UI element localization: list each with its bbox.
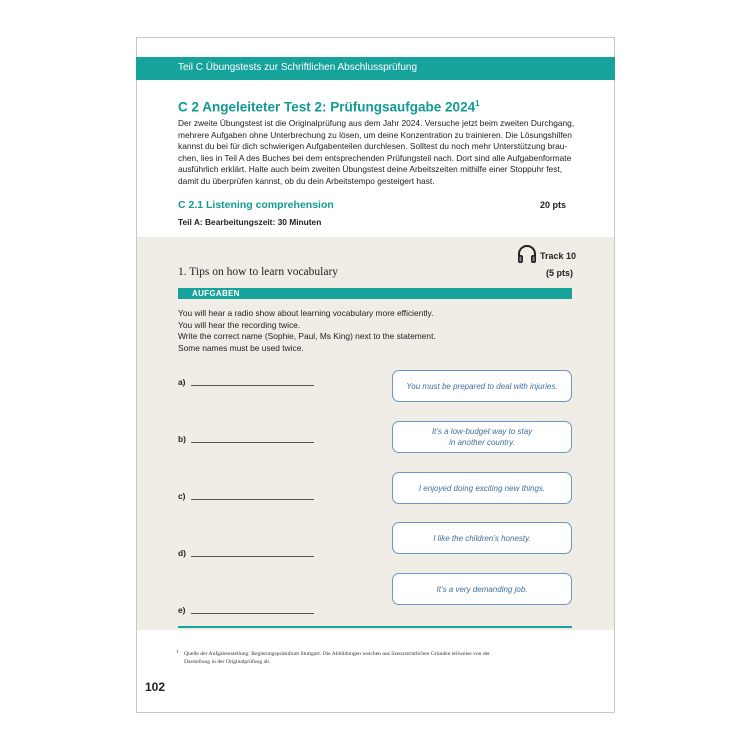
answer-label-d: d) (178, 548, 186, 558)
bottom-rule (178, 626, 572, 628)
footnote-line: Darstellung in der Originalprüfung ab. (184, 658, 271, 665)
speech-bubble-a (392, 370, 572, 402)
statement-line: You must be prepared to deal with injuries. (406, 381, 558, 391)
title-footnote-mark: 1 (475, 99, 480, 108)
section-subtitle: Teil A: Bearbeitungszeit: 30 Minuten (178, 217, 322, 227)
task-title: 1. Tips on how to learn vocabulary (178, 266, 339, 278)
answer-line-c[interactable] (191, 499, 314, 500)
speech-bubble-b (392, 421, 572, 453)
intro-line: damit du überprüfen kannst, ob du dein Arbeitstempo gesteigert hast. (178, 175, 435, 186)
section-title: C 2.1 Listening comprehension (178, 199, 334, 211)
answer-line-e[interactable] (191, 613, 314, 614)
statement-line: I enjoyed doing exciting new things. (418, 483, 546, 493)
intro-line: ausführlich erklärt. Halte auch beim zweiten Übungstest deine Arbeitszeiten mithilfe einer Stoppuhr fest, (178, 164, 563, 174)
section-points: 20 pts (540, 200, 567, 210)
answer-label-a: a) (178, 377, 186, 387)
instruction-line: Write the correct name (Sophie, Paul, Ms King) next to the statement. (178, 331, 436, 342)
bubble-text-c (393, 473, 571, 503)
statement-line: It’s a very demanding job. (436, 584, 528, 594)
page-title (178, 99, 480, 115)
intro-line: mehrere Aufgaben ohne Unterbrechung zu lösen, um deine Konzentration zu trainieren. Die Lösungshilfen (178, 129, 572, 140)
speech-bubble-e (392, 573, 572, 605)
footnote-line: Quelle der Aufgabenstellung: Regierungspräsidium Stuttgart. Die Abbildungen weichen aus lizenzrechtlichen Gründen teilweise von der (184, 651, 491, 657)
task-points: (5 pts) (546, 268, 573, 278)
footnote-mark: 1 (176, 650, 179, 655)
bubble-text-b (393, 422, 571, 452)
aufgaben-label: AUFGABEN (192, 289, 240, 298)
answer-label-e: e) (178, 605, 186, 615)
answer-line-a[interactable] (191, 385, 314, 386)
instruction-line: You will hear a radio show about learning vocabulary more efficiently. (178, 308, 434, 318)
answer-label-c: c) (178, 491, 186, 501)
task-instructions (178, 308, 436, 354)
header-text: Teil C Übungstests zur Schriftlichen Abschlussprüfung (178, 62, 418, 73)
intro-paragraph (178, 118, 573, 187)
intro-line: chen, lies in Teil A des Buches bei dem entsprechenden Prüfungsteil nach. Dort sind alle Aufgabenformate (178, 152, 572, 163)
statement-line: I like the children’s honesty. (433, 533, 531, 543)
headphones-icon (516, 243, 538, 265)
answer-line-b[interactable] (191, 442, 314, 443)
statement-line: It’s a low-budget way to stay (431, 427, 533, 436)
answer-line-d[interactable] (191, 556, 314, 557)
footnote (178, 651, 558, 666)
bubble-text-e (393, 574, 571, 604)
intro-line: kannst du bei für dich schwierigen Aufgabenteilen durchlesen. Solltest du noch mehr Unterstützung brau- (178, 141, 568, 151)
page-number: 102 (145, 680, 166, 694)
bubble-text-d (393, 523, 571, 553)
instruction-line: Some names must be used twice. (178, 342, 304, 353)
intro-line: Der zweite Übungstest ist die Originalprüfung aus dem Jahr 2024. Versuche jetzt beim zweiten Durchgang, (178, 118, 575, 128)
track-label: Track 10 (540, 251, 577, 261)
bubble-text-a (393, 371, 571, 401)
instruction-line: You will hear the recording twice. (178, 319, 301, 330)
speech-bubble-c (392, 472, 572, 504)
page-title-text: C 2 Angeleiteter Test 2: Prüfungsaufgabe 2024 (178, 99, 476, 115)
speech-bubble-d (392, 522, 572, 554)
statement-line: in another country. (449, 438, 515, 447)
answer-label-b: b) (178, 434, 186, 444)
